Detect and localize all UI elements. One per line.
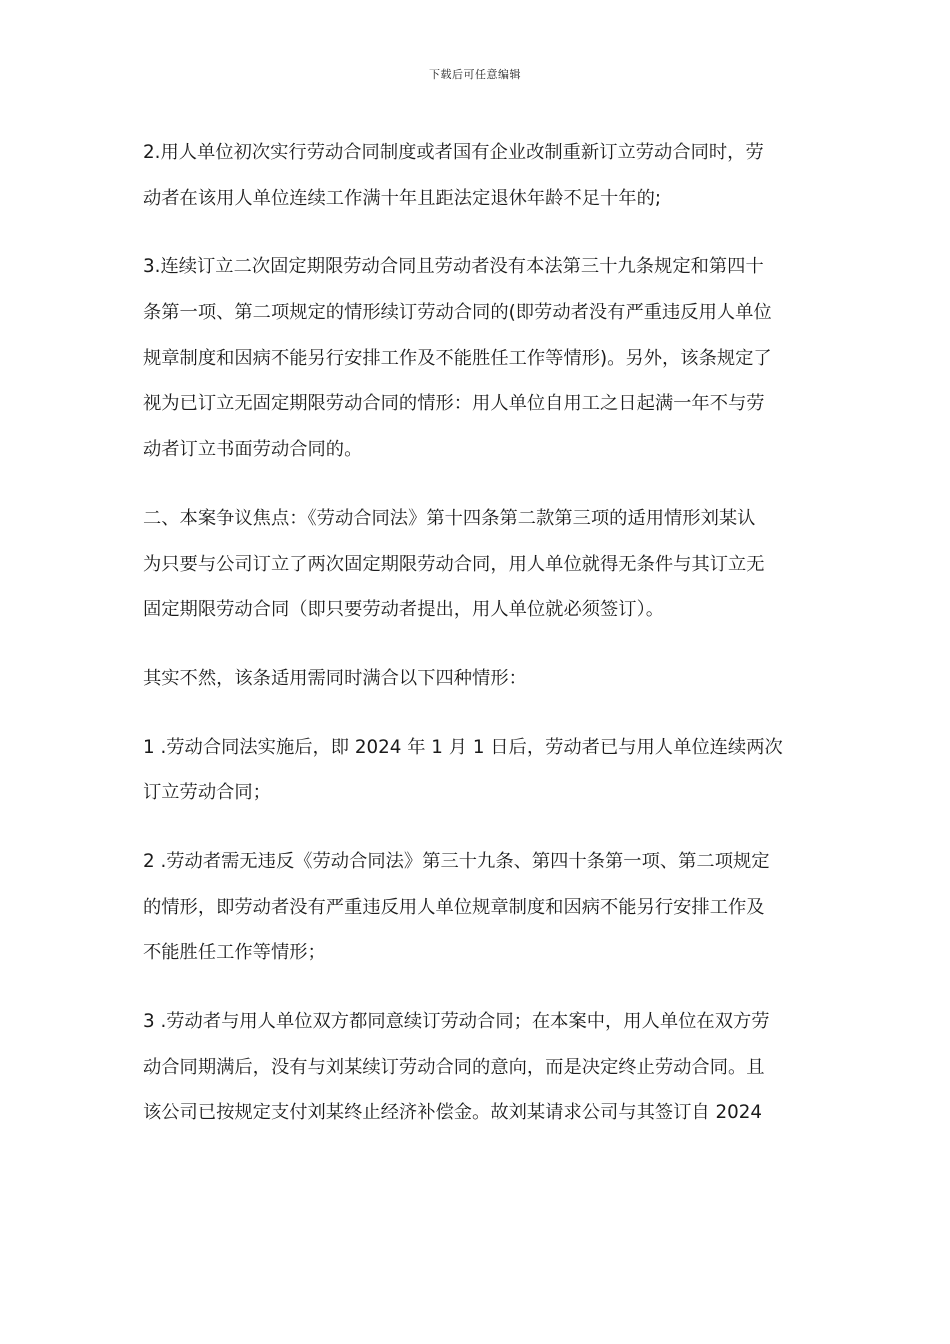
text-line: 3.连续订立二次固定期限劳动合同且劳动者没有本法第三十九条规定和第四十 (143, 256, 764, 278)
document-body (143, 130, 808, 1159)
paragraph-condition-3 (143, 999, 808, 1136)
paragraph-clause-3 (143, 244, 808, 472)
text-line: 2 .劳动者需无违反《劳动合同法》第三十九条、第四十条第一项、第二项规定 (143, 850, 770, 872)
text-line: 动合同期满后，没有与刘某续订劳动合同的意向，而是决定终止劳动合同。且 (143, 1056, 765, 1078)
text-line: 动者订立书面劳动合同的。 (143, 439, 363, 461)
paragraph-condition-1 (143, 725, 808, 816)
page-header: 下载后可任意编辑 (429, 68, 521, 81)
text-line: 其实不然，该条适用需同时满合以下四种情形： (143, 667, 527, 689)
text-line: 为只要与公司订立了两次固定期限劳动合同，用人单位就得无条件与其订立无 (143, 553, 765, 575)
text-line: 视为已订立无固定期限劳动合同的情形：用人单位自用工之日起满一年不与劳 (143, 393, 765, 415)
text-line: 1 .劳动合同法实施后，即 2024 年 1 月 1 日后，劳动者已与用人单位连续两次 (143, 736, 783, 758)
text-line: 规章制度和因病不能另行安排工作及不能胜任工作等情形)。另外，该条规定了 (143, 347, 772, 369)
text-line: 的情形，即劳动者没有严重违反用人单位规章制度和因病不能另行安排工作及 (143, 896, 765, 918)
paragraph-dispute-focus (143, 496, 808, 633)
paragraph-conditions-intro (143, 656, 808, 702)
text-line: 2.用人单位初次实行劳动合同制度或者国有企业改制重新订立劳动合同时，劳 (143, 142, 764, 163)
text-line: 不能胜任工作等情形； (143, 942, 326, 964)
text-line: 固定期限劳动合同（即只要劳动者提出，用人单位就必须签订）。 (143, 599, 665, 621)
paragraph-condition-2 (143, 839, 808, 976)
text-line: 3 .劳动者与用人单位双方都同意续订劳动合同；在本案中，用人单位在双方劳 (143, 1011, 770, 1032)
text-line: 该公司已按规定支付刘某终止经济补偿金。故刘某请求公司与其签订自 2024 (143, 1102, 763, 1124)
text-line: 条第一项、第二项规定的情形续订劳动合同的(即劳动者没有严重违反用人单位 (143, 302, 772, 324)
text-line: 二、本案争议焦点：《劳动合同法》第十四条第二款第三项的适用情形刘某认 (143, 507, 756, 529)
paragraph-clause-2 (143, 130, 808, 221)
text-line: 订立劳动合同； (143, 782, 271, 804)
text-line: 动者在该用人单位连续工作满十年且距法定退休年龄不足十年的; (143, 187, 662, 209)
